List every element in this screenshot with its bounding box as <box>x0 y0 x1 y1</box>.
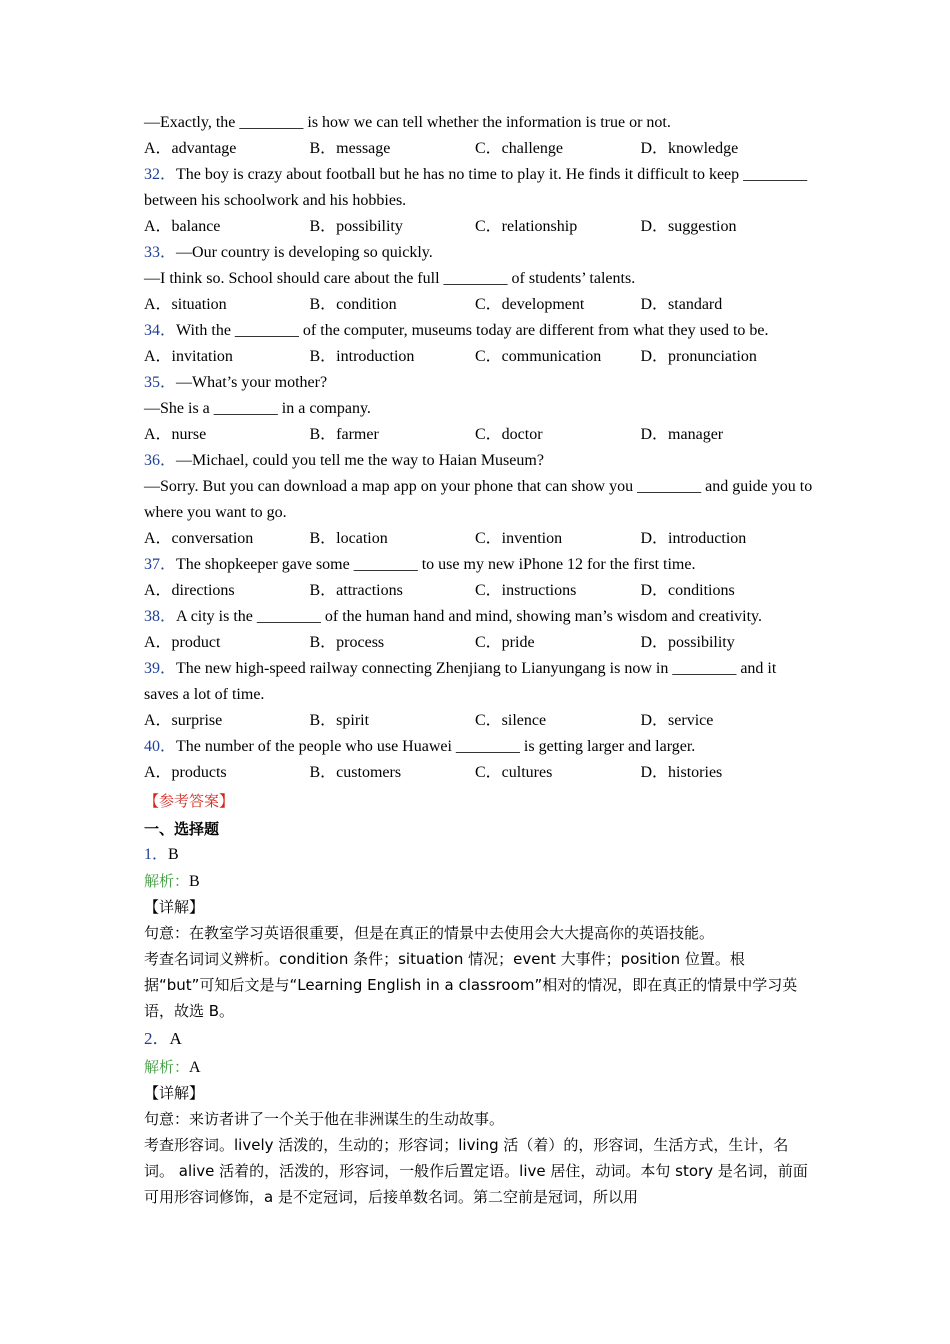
option-b: B．message <box>309 140 391 157</box>
option-b: B．spirit <box>309 712 370 729</box>
analysis-label: 解析： <box>144 1058 190 1076</box>
question-35 <box>144 370 814 396</box>
answer-1 <box>144 842 814 868</box>
question-text: —Our country is developing so quickly. <box>176 244 433 261</box>
option-a: A．advantage <box>144 140 237 157</box>
option-a: A．invitation <box>144 348 233 365</box>
options-row <box>144 136 814 162</box>
option-c: C．challenge <box>475 140 563 157</box>
options-row <box>144 422 814 448</box>
option-d: D．standard <box>640 296 723 313</box>
option-b: B．attractions <box>309 582 403 599</box>
question-text-line: —She is a ________ in a company. <box>144 400 371 417</box>
question-text: —Michael, could you tell me the way to Haian Museum? <box>176 452 544 469</box>
question-number: 33． <box>144 244 177 261</box>
option-a: A．directions <box>144 582 235 599</box>
analysis-line <box>144 1054 814 1080</box>
question-text: —What’s your mother? <box>176 374 328 391</box>
answer-letter: A <box>169 1029 182 1048</box>
question-32 <box>144 162 814 214</box>
question-text-line: —Sorry. But you can download a map app on your phone that can show you ________ and guide you to where you want to go. <box>144 478 813 521</box>
answer-number: 1． <box>144 846 169 863</box>
detail-paragraph: 考查名词词义辨析。condition 条件；situation 情况；event 大事件；position 位置。根据“but”可知后文是与“Learning English in a classroom”相对的情况，即在真正的情景中学习英语，故选 B。 <box>144 950 798 1020</box>
question-text: The shopkeeper gave some ________ to use my new iPhone 12 for the first time. <box>176 556 696 573</box>
option-d: D．conditions <box>640 582 735 599</box>
question-text: The boy is crazy about football but he has no time to play it. He finds it difficult to keep ________ between his schoolwork and his hobbies. <box>144 166 808 209</box>
question-number: 40． <box>144 738 177 755</box>
option-c: C．relationship <box>475 218 578 235</box>
options-row <box>144 578 814 604</box>
detail-paragraph: 考查形容词。lively 活泼的，生动的；形容词；living 活（着）的，形容词，生活方式，生计，名词。 alive 活着的，活泼的，形容词，一般作后置定语。live 居住，动词。本句 story 是名词，前面可用形容词修饰，a 是不定冠词，后接单数名词。第二空前是冠词，所以用 <box>144 1136 808 1206</box>
question-text: With the ________ of the computer, museums today are different from what they used to be. <box>176 322 769 339</box>
question-39 <box>144 656 814 708</box>
question-38 <box>144 604 814 630</box>
question-text-line: —I think so. School should care about the full ________ of students’ talents. <box>144 270 636 287</box>
option-d: D．possibility <box>640 634 735 651</box>
detail-paragraph: 句意：来访者讲了一个关于他在非洲谋生的生动故事。 <box>144 1110 505 1128</box>
detail-paragraph: 句意：在教室学习英语很重要，但是在真正的情景中去使用会大大提高你的英语技能。 <box>144 924 715 942</box>
option-d: D．histories <box>640 764 723 781</box>
option-a: A．situation <box>144 296 227 313</box>
options-row <box>144 526 814 552</box>
section-title: 一、选择题 <box>144 820 220 838</box>
analysis-line <box>144 868 814 894</box>
question-text: The new high-speed railway connecting Zhenjiang to Lianyungang is now in ________ and it saves a lot of time. <box>144 660 777 703</box>
option-d: D．suggestion <box>640 218 737 235</box>
question-number: 34． <box>144 322 177 339</box>
answer-2 <box>144 1024 814 1054</box>
option-b: B．location <box>309 530 388 547</box>
detail-label: 【详解】 <box>144 898 205 916</box>
option-c: C．silence <box>475 712 547 729</box>
question-34 <box>144 318 814 344</box>
analysis-value: A <box>189 1059 201 1076</box>
question-number: 37． <box>144 556 177 573</box>
option-d: D．manager <box>640 426 724 443</box>
option-d: D．introduction <box>640 530 747 547</box>
question-number: 39． <box>144 660 177 677</box>
option-a: A．products <box>144 764 227 781</box>
option-c: C．communication <box>475 348 602 365</box>
option-b: B．customers <box>309 764 402 781</box>
option-c: C．pride <box>475 634 535 651</box>
question-number: 36． <box>144 452 177 469</box>
question-text: The number of the people who use Huawei ________ is getting larger and larger. <box>176 738 696 755</box>
option-a: A．surprise <box>144 712 223 729</box>
option-b: B．possibility <box>309 218 403 235</box>
options-row <box>144 214 814 240</box>
question-text: A city is the ________ of the human hand and mind, showing man’s wisdom and creativity. <box>176 608 763 625</box>
option-d: D．pronunciation <box>640 348 757 365</box>
option-d: D．service <box>640 712 714 729</box>
analysis-label: 解析： <box>144 872 190 890</box>
answer-letter: B <box>168 846 179 863</box>
document-page <box>144 110 814 1210</box>
option-c: C．development <box>475 296 585 313</box>
option-a: A．nurse <box>144 426 207 443</box>
option-a: A．product <box>144 634 221 651</box>
answer-number: 2． <box>144 1029 170 1048</box>
options-row <box>144 630 814 656</box>
analysis-value: B <box>189 873 200 890</box>
question-number: 32． <box>144 166 177 183</box>
options-row <box>144 292 814 318</box>
options-row <box>144 344 814 370</box>
options-row <box>144 708 814 734</box>
question-40 <box>144 734 814 760</box>
option-b: B．condition <box>309 296 397 313</box>
answer-header: 【参考答案】 <box>144 792 235 810</box>
option-b: B．farmer <box>309 426 379 443</box>
question-number: 35． <box>144 374 177 391</box>
option-a: A．balance <box>144 218 221 235</box>
option-d: D．knowledge <box>640 140 739 157</box>
detail-label: 【详解】 <box>144 1084 205 1102</box>
question-36 <box>144 448 814 474</box>
question-number: 38． <box>144 608 177 625</box>
option-c: C．cultures <box>475 764 553 781</box>
option-a: A．conversation <box>144 530 254 547</box>
options-row <box>144 760 814 786</box>
option-c: C．instructions <box>475 582 577 599</box>
question-37 <box>144 552 814 578</box>
question-continuation: —Exactly, the ________ is how we can tell whether the information is true or not. <box>144 114 671 131</box>
option-b: B．process <box>309 634 385 651</box>
question-33 <box>144 240 814 266</box>
option-c: C．doctor <box>475 426 543 443</box>
option-c: C．invention <box>475 530 563 547</box>
option-b: B．introduction <box>309 348 415 365</box>
